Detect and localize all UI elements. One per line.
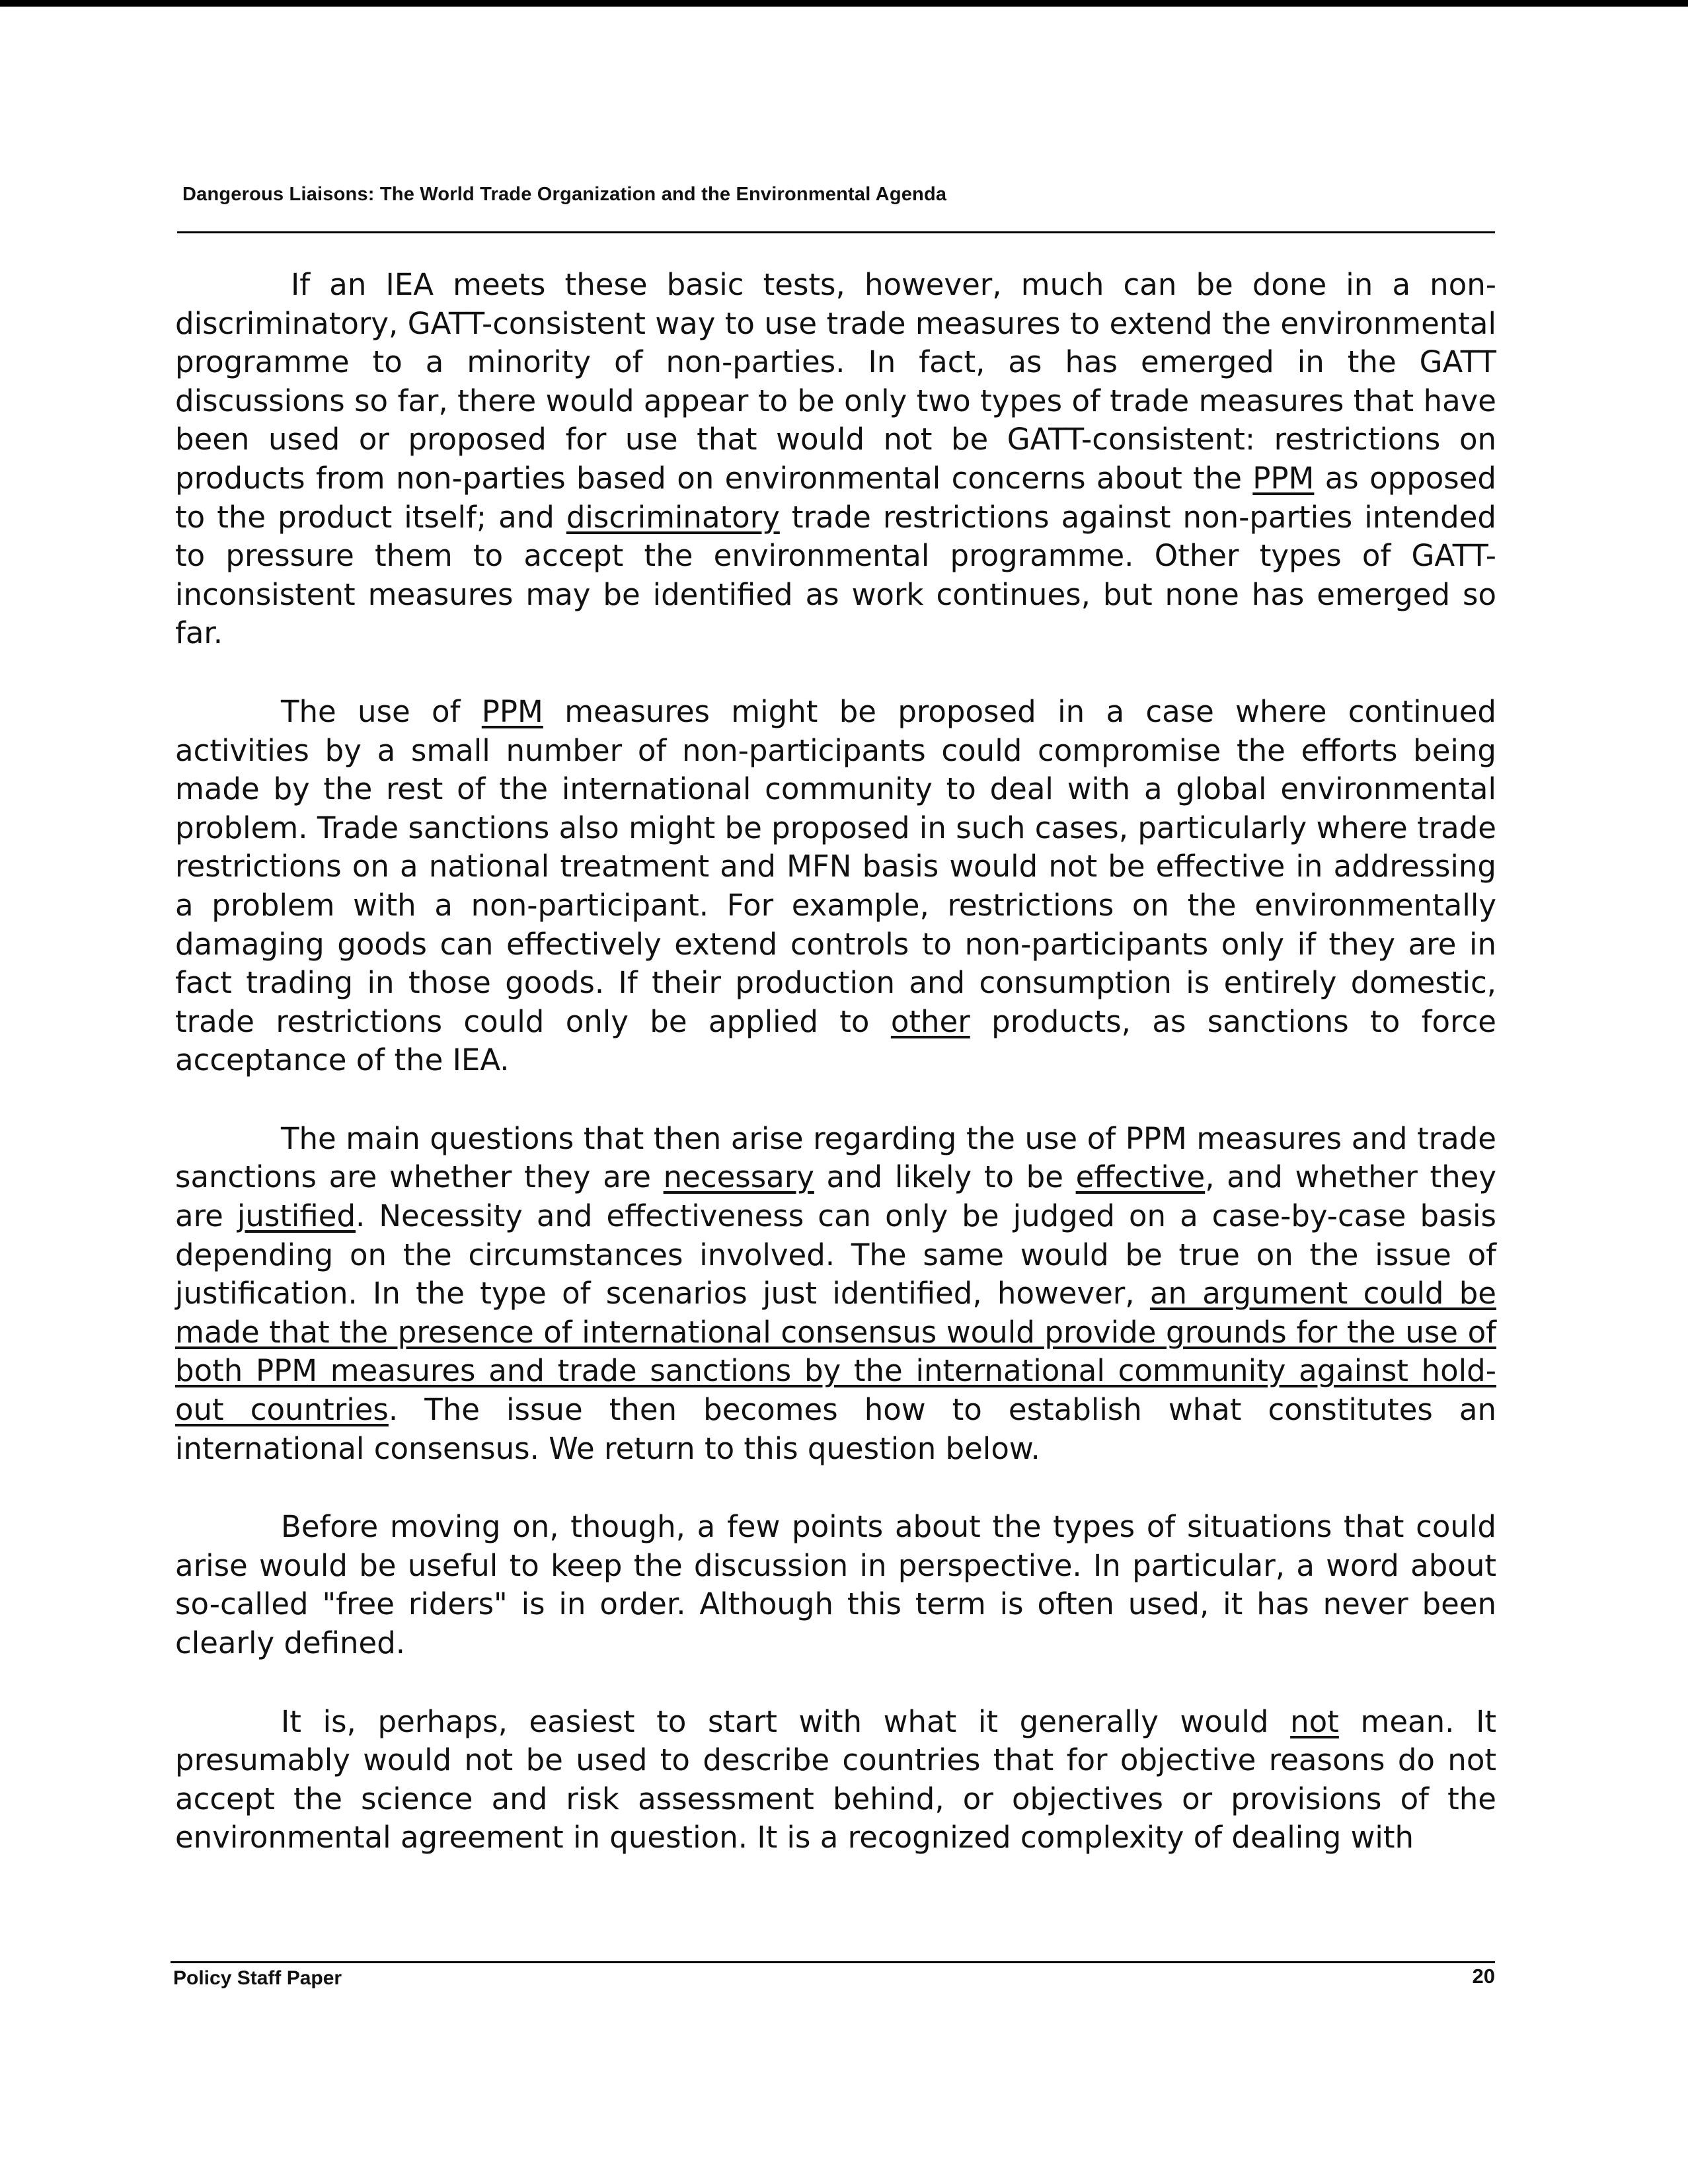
p2-text-3: products, as sanctions to force acceptance of the IEA. <box>175 1003 1496 1078</box>
paragraph-1 <box>175 266 1496 653</box>
p3-underline-effective: effective <box>1075 1159 1206 1195</box>
running-header-title: Dangerous Liaisons: The World Trade Organization and the Environmental Agenda <box>182 184 947 205</box>
p1-text-1: If an IEA meets these basic tests, however, much can be done in a non-discriminatory, GATT-consistent way to use trade measures to extend the environmental programme to a minority of non-parties. In fact, as has emerged in the GATT discussions so far, there would appear to be only two types of trade measures that have been used or proposed for use that would not be GATT-consistent: restrictions on products from non-parties based on environmental concerns about the <box>175 267 1496 496</box>
p3-underline-argument: an argument could be made that the presence of international consensus would provide grounds for the use of both PPM measures and trade sanctions by the international community against hold-out countries <box>175 1276 1496 1428</box>
paragraph-3 <box>175 1120 1496 1468</box>
p1-text-2: as opposed to the product itself; and <box>175 460 1496 535</box>
p5-underline-not: not <box>1290 1703 1339 1739</box>
p5-text-1: It is, perhaps, easiest to start with what it generally would <box>281 1703 1291 1739</box>
p3-text-1: The main questions that then arise regarding the use of PPM measures and trade sanctions are whether they are <box>175 1120 1496 1195</box>
p3-text-3: , and whether they are <box>175 1159 1496 1234</box>
paragraph-4 <box>175 1508 1496 1662</box>
p3-text-4: . Necessity and effectiveness can only be judged on a case-by-case basis depending on the circumstances involved. The same would be true on the issue of justification. In the type of scenarios just identified, however, <box>175 1198 1497 1311</box>
footer-label: Policy Staff Paper <box>173 1967 342 1989</box>
p1-underline-ppm: PPM <box>1252 460 1315 496</box>
header-rule <box>177 231 1495 233</box>
p1-underline-discriminatory: discriminatory <box>566 499 780 535</box>
footer-rule <box>171 1961 1495 1963</box>
p3-text-5: . The issue then becomes how to establish what constitutes an international consensus. We return to this question below. <box>175 1392 1496 1466</box>
p2-underline-ppm: PPM <box>481 693 543 729</box>
p2-underline-other: other <box>890 1003 970 1039</box>
p3-text-2: and likely to be <box>814 1159 1076 1195</box>
p2-text-1: The use of <box>281 693 482 729</box>
body-text <box>175 266 1496 1897</box>
p5-text-2: mean. It presumably would not be used to describe countries that for objective reasons do not accept the science and risk assessment behind, or objectives or provisions of the environmental agreement in question. It is a recognized complexity of dealing with <box>175 1703 1497 1855</box>
p3-underline-necessary: necessary <box>663 1159 814 1195</box>
paragraph-5 <box>175 1703 1496 1857</box>
p1-text-3: trade restrictions against non-parties intended to pressure them to accept the environmental programme. Other types of GATT-inconsistent measures may be identified as work continues, but none has emerged so far. <box>175 499 1496 651</box>
page-number: 20 <box>1472 1965 1495 1988</box>
p4-text-1: Before moving on, though, a few points about the types of situations that could arise would be useful to keep the discussion in perspective. In particular, a word about so-called "free riders" is in order. Although this term is often used, it has never been clearly defined. <box>175 1509 1496 1660</box>
p2-text-2: measures might be proposed in a case where continued activities by a small number of non-participants could compromise the efforts being made by the rest of the international community to deal with a global environmental problem. Trade sanctions also might be proposed in such cases, particularly where trade restrictions on a national treatment and MFN basis would not be effective in addressing a problem with a non-participant. For example, restrictions on the environmentally damaging goods can effectively extend controls to non-participants only if they are in fact trading in those goods. If their production and consumption is entirely domestic, trade restrictions could only be applied to <box>175 693 1496 1039</box>
page-top-border <box>0 0 1688 7</box>
paragraph-2 <box>175 693 1496 1080</box>
p3-underline-justified: justified <box>237 1198 356 1234</box>
